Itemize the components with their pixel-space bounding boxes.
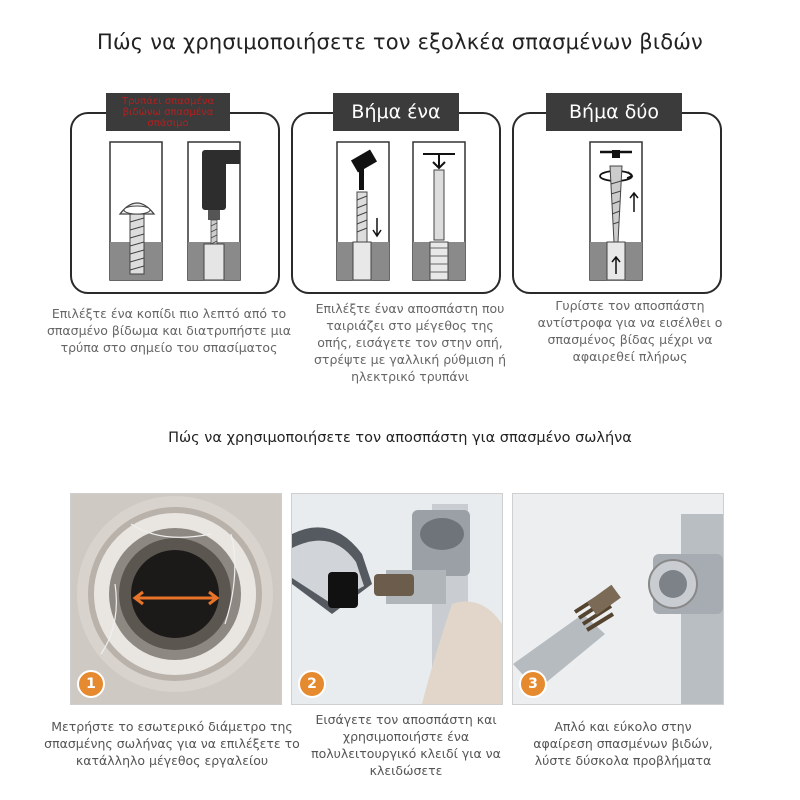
- broken-pipe-image: [71, 494, 281, 704]
- step-card-drill: [70, 112, 280, 294]
- twist-diagram: [514, 114, 720, 292]
- step-card-two: [512, 112, 722, 294]
- step-caption-two: Γυρίστε τον αποσπάστη αντίστροφα για να εισέλθει ο σπασμένος βίδας μέχρι να αφαιρεθεί πλήρως: [537, 298, 723, 364]
- step-number-badge-3: 3: [519, 670, 547, 698]
- photo-measure-pipe: [70, 493, 282, 705]
- tee-fitting-image: [513, 494, 723, 704]
- wrench-extractor-image: [292, 494, 502, 704]
- step-label-drill: Τρυπάει σπασμένα βιδώνω σπασμένα σπάσιμο: [106, 93, 230, 131]
- step-label-one: Βήμα ένα: [333, 93, 459, 131]
- page-title: Πώς να χρησιμοποιήσετε τον εξολκέα σπασμένων βιδών: [97, 30, 703, 54]
- drill-diagram: [72, 114, 278, 292]
- step-caption-drill: Επιλέξτε ένα κοπίδι πιο λεπτό από το σπασμένο βίδωμα και διατρυπήστε μια τρύπα στο σημείο του σπασίματος: [46, 306, 292, 355]
- photo-caption-1: Μετρήστε το εσωτερικό διάμετρο της σπασμένης σωλήνας για να επιλέξετε το κατάλληλο μέγεθος εργαλείου: [44, 719, 300, 768]
- step-caption-one: Επιλέξτε έναν αποσπάστη που ταιριάζει στο μέγεθος της οπής, εισάγετε τον στην οπή, στρέψτε με γαλλική ρύθμιση ή ηλεκτρικό τρυπάνι: [314, 301, 506, 384]
- step-number-badge-2: 2: [298, 670, 326, 698]
- step-number-badge-1: 1: [77, 670, 105, 698]
- photo-caption-3: Απλό και εύκολο στην αφαίρεση σπασμένων βιδών, λύστε δύσκολα προβλήματα: [533, 719, 713, 768]
- step-label-two: Βήμα δύο: [546, 93, 682, 131]
- photo-insert-extractor: [291, 493, 503, 705]
- photo-remove-screw: [512, 493, 724, 705]
- insert-diagram: [293, 114, 499, 292]
- step-card-one: [291, 112, 501, 294]
- photo-caption-2: Εισάγετε τον αποσπάστη και χρησιμοποιήστε ένα πολυλειτουργικό κλειδί για να κλειδώσετε: [311, 712, 501, 778]
- section-subtitle: Πώς να χρησιμοποιήσετε τον αποσπάστη για σπασμένο σωλήνα: [168, 430, 632, 446]
